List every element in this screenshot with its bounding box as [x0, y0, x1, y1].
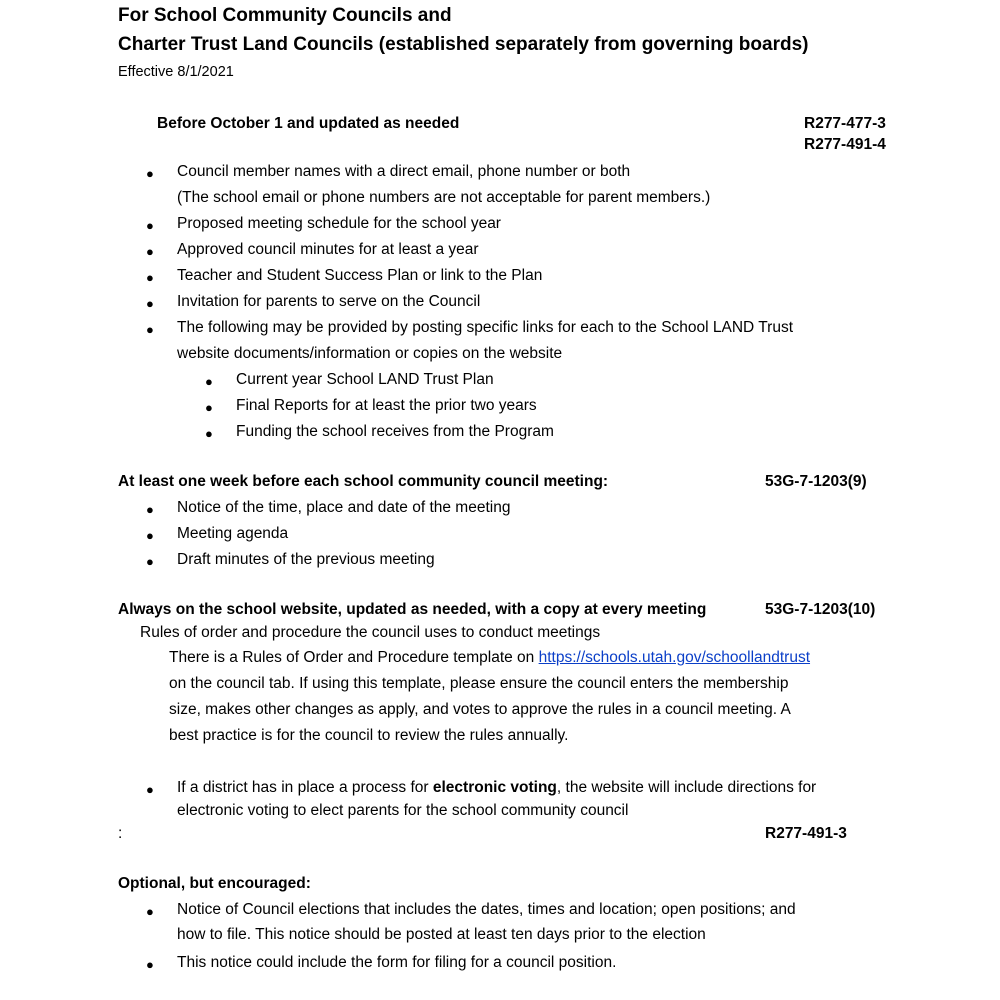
sub-list-item: Final Reports for at least the prior two years — [236, 397, 537, 414]
rules-paragraph-line: on the council tab. If using this template, please ensure the council enters the membership — [169, 675, 789, 692]
section1-ref-1: R277-477-3 — [804, 115, 886, 132]
bullet-icon: ● — [205, 400, 213, 415]
bullet-icon: ● — [146, 166, 154, 181]
colon-mark: : — [118, 825, 123, 842]
bullet-icon: ● — [146, 528, 154, 543]
sub-list-item: Funding the school receives from the Program — [236, 423, 554, 440]
bullet-icon: ● — [146, 322, 154, 337]
section1-ref-2: R277-491-4 — [804, 136, 886, 153]
bullet-icon: ● — [146, 218, 154, 233]
electronic-voting-item — [177, 779, 816, 797]
bullet-icon: ● — [146, 270, 154, 285]
section2-heading: At least one week before each school community council meeting: — [118, 473, 609, 490]
list-item: Draft minutes of the previous meeting — [177, 551, 435, 568]
evote-suffix: , the website will include directions for — [556, 779, 817, 796]
rules-line: Rules of order and procedure the council uses to conduct meetings — [140, 624, 601, 641]
rules-paragraph-line-1 — [169, 649, 810, 667]
section2-ref: 53G-7-1203(9) — [765, 473, 867, 490]
section1-heading: Before October 1 and updated as needed — [157, 115, 460, 132]
list-item: This notice could include the form for filing for a council position. — [177, 954, 617, 971]
evote-bold: electronic voting — [432, 779, 557, 796]
list-item: Council member names with a direct email, phone number or both — [177, 163, 631, 180]
list-item: Teacher and Student Success Plan or link to the Plan — [177, 267, 543, 284]
list-item-continuation: (The school email or phone numbers are not acceptable for parent members.) — [177, 189, 711, 206]
list-item-continuation: website documents/information or copies on the website — [177, 345, 563, 362]
section3-ref-2: R277-491-3 — [765, 825, 847, 842]
section4-heading: Optional, but encouraged: — [118, 875, 311, 892]
bullet-icon: ● — [205, 374, 213, 389]
list-item: Approved council minutes for at least a year — [177, 241, 479, 258]
bullet-icon: ● — [205, 426, 213, 441]
list-item: Notice of Council elections that includes the dates, times and location; open positions; and — [177, 901, 796, 918]
list-item: Meeting agenda — [177, 525, 289, 542]
bullet-icon: ● — [146, 957, 154, 972]
schoollandtrust-link[interactable]: https://schools.utah.gov/schoollandtrust — [538, 649, 811, 666]
rules-paragraph-prefix: There is a Rules of Order and Procedure template on — [169, 649, 539, 666]
list-item: The following may be provided by posting specific links for each to the School LAND Trust — [177, 319, 794, 336]
sub-list-item: Current year School LAND Trust Plan — [236, 371, 494, 388]
bullet-icon: ● — [146, 554, 154, 569]
list-item: Invitation for parents to serve on the Council — [177, 293, 481, 310]
bullet-icon: ● — [146, 502, 154, 517]
bullet-icon: ● — [146, 782, 154, 797]
list-item: Notice of the time, place and date of the meeting — [177, 499, 511, 516]
list-item: Proposed meeting schedule for the school year — [177, 215, 501, 232]
list-item-continuation: how to file. This notice should be posted at least ten days prior to the election — [177, 926, 706, 943]
list-item-continuation: electronic voting to elect parents for the school community council — [177, 802, 629, 819]
bullet-icon: ● — [146, 244, 154, 259]
title-line-1: For School Community Councils and — [118, 5, 452, 26]
bullet-icon: ● — [146, 904, 154, 919]
rules-paragraph-line: size, makes other changes as apply, and votes to approve the rules in a council meeting. A — [169, 701, 791, 718]
section3-heading: Always on the school website, updated as needed, with a copy at every meeting — [118, 601, 707, 618]
evote-prefix: If a district has in place a process for — [177, 779, 433, 796]
section3-ref: 53G-7-1203(10) — [765, 601, 876, 618]
effective-date: Effective 8/1/2021 — [118, 64, 234, 80]
rules-paragraph-line: best practice is for the council to review the rules annually. — [169, 727, 569, 744]
bullet-icon: ● — [146, 296, 154, 311]
title-line-2: Charter Trust Land Councils (established separately from governing boards) — [118, 34, 809, 55]
